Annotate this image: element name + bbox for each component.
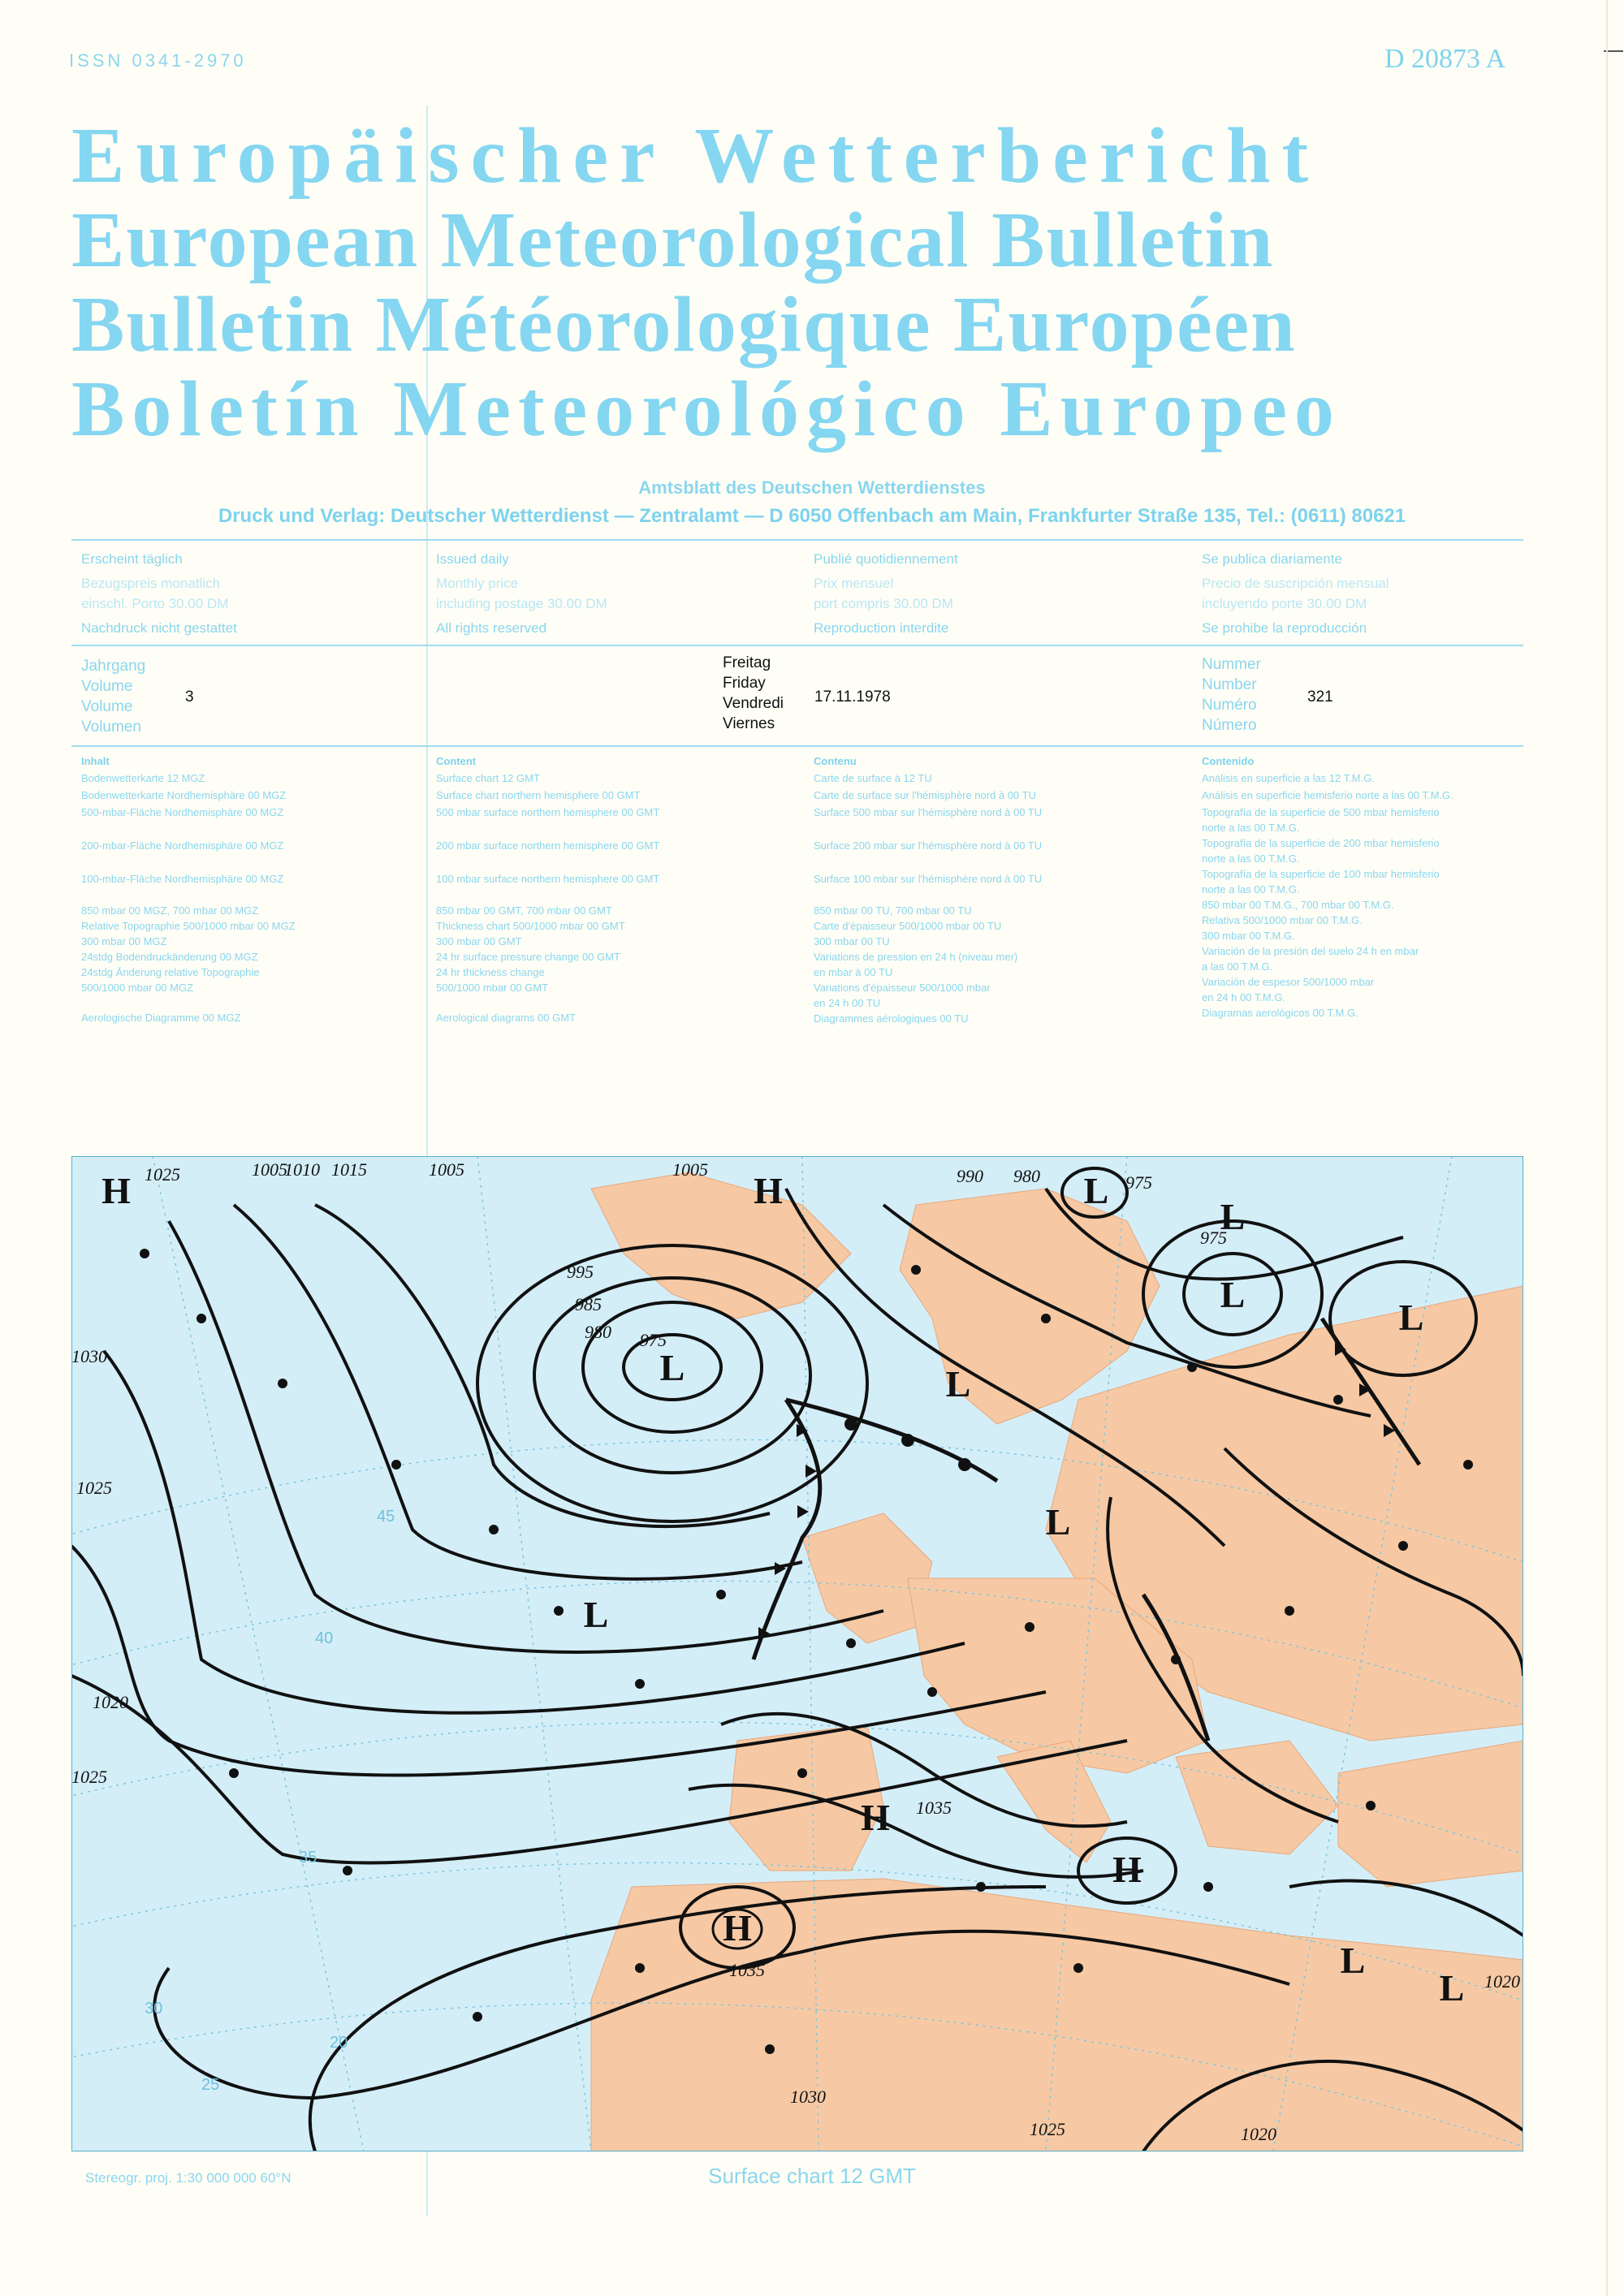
contents-french (814, 753, 1171, 1026)
station-marker (1366, 1801, 1376, 1810)
contents-item: Carte d'épaisseur 500/1000 mbar 00 TU (814, 920, 1002, 932)
grid-label: 25 (201, 2076, 220, 2094)
front-semicircle (958, 1458, 971, 1471)
isobar-label: 1025 (71, 1767, 107, 1787)
contents-item: Análisis en superficie hemisferio norte a las 00 T.M.G. (1202, 789, 1453, 801)
contents-item: Variación de la presión del suelo 24 h en mbar (1202, 945, 1419, 957)
isobar-label: 995 (567, 1262, 594, 1282)
pressure-center: L (1340, 1940, 1366, 1981)
contents-item: 850 mbar 00 T.M.G., 700 mbar 00 T.M.G. (1202, 899, 1394, 911)
info-line: port compris 30.00 DM (814, 596, 953, 611)
isobar-label: 1010 (284, 1159, 320, 1180)
contents-item: Thickness chart 500/1000 mbar 00 GMT (436, 920, 625, 932)
station-marker (1463, 1460, 1473, 1470)
isobar-label: 1020 (93, 1692, 128, 1712)
station-marker (197, 1314, 206, 1323)
contents-item: 500/1000 mbar 00 MGZ (81, 982, 194, 994)
station-marker (846, 1638, 856, 1648)
number-label: Numéro (1202, 697, 1257, 714)
station-marker (1041, 1314, 1051, 1323)
contents-item: 300 mbar 00 TU (814, 935, 890, 947)
station-marker (1171, 1655, 1181, 1664)
contents-item: Surface 100 mbar sur l'hémisphère nord à 00 TU (814, 873, 1043, 885)
info-line: Nachdruck nicht gestattet (81, 620, 237, 636)
contents-item: Aerological diagrams 00 GMT (436, 1012, 576, 1024)
contents-item: Topografía de la superficie de 500 mbar hemisferio (1202, 806, 1440, 818)
station-marker (1203, 1882, 1213, 1892)
station-marker (927, 1687, 937, 1697)
document-number: D 20873 A (1384, 44, 1506, 74)
info-line: including postage 30.00 DM (436, 596, 607, 611)
pressure-center: L (659, 1347, 685, 1388)
isobar-label: 1030 (71, 1346, 107, 1366)
contents-item: 200-mbar-Fläche Nordhemisphäre 00 MGZ (81, 839, 284, 852)
station-marker (391, 1460, 401, 1470)
info-line: Reproduction interdite (814, 620, 949, 636)
station-marker (473, 2012, 482, 2022)
weekday-label: Freitag (723, 654, 771, 671)
chart-caption: Surface chart 12 GMT (708, 2164, 916, 2188)
isobar-label: 1035 (729, 1960, 765, 1980)
contents-item: Diagramas aerológicos 00 T.M.G. (1202, 1007, 1358, 1019)
isobar-label: 1035 (916, 1798, 952, 1818)
contents-heading: Content (436, 755, 477, 767)
front-semicircle (844, 1418, 857, 1431)
contents-item: 500/1000 mbar 00 GMT (436, 982, 549, 994)
info-line: All rights reserved (436, 620, 547, 636)
projection-note: Stereogr. proj. 1:30 000 000 60°N (85, 2170, 292, 2186)
front-semicircle (901, 1434, 914, 1447)
contents-item: Surface 200 mbar sur l'hémisphère nord à 00 TU (814, 839, 1043, 852)
contents-item: 100-mbar-Fläche Nordhemisphäre 00 MGZ (81, 873, 284, 885)
station-marker (278, 1379, 287, 1388)
issn: ISSN 0341-2970 (69, 50, 247, 71)
info-line: Erscheint täglich (81, 551, 183, 567)
grid-label: 40 (315, 1629, 334, 1647)
info-line: Bezugspreis monatlich (81, 576, 221, 591)
contents-item: 500-mbar-Fläche Nordhemisphäre 00 MGZ (81, 806, 284, 818)
contents-item: Bodenwetterkarte Nordhemisphäre 00 MGZ (81, 789, 287, 801)
pressure-center: L (583, 1594, 609, 1635)
contents-heading: Contenido (1202, 755, 1255, 767)
station-marker (343, 1866, 352, 1875)
isobar-label: 1025 (76, 1478, 112, 1498)
station-marker (635, 1963, 645, 1973)
contents-item: Aerologische Diagramme 00 MGZ (81, 1012, 241, 1024)
pressure-center: L (1398, 1297, 1424, 1338)
info-line: einschl. Porto 30.00 DM (81, 596, 229, 611)
contents-item: Relative Topographie 500/1000 mbar 00 MGZ (81, 920, 296, 932)
contents-item: 24 hr surface pressure change 00 GMT (436, 951, 620, 963)
pressure-center: H (861, 1797, 890, 1838)
contents-item: Bodenwetterkarte 12 MGZ (81, 772, 205, 784)
isobar-label: 990 (957, 1166, 983, 1186)
contents-item: Variations de pression en 24 h (niveau mer) (814, 951, 1018, 963)
contents-english (436, 753, 793, 1025)
contents-item: Topografía de la superficie de 200 mbar hemisferio (1202, 837, 1440, 849)
volume-label: Volume (81, 678, 133, 695)
station-marker (489, 1525, 499, 1534)
info-line: Monthly price (436, 576, 519, 591)
pressure-center: L (1220, 1274, 1246, 1315)
contents-item: Surface chart 12 GMT (436, 772, 540, 784)
number-label: Number (1202, 676, 1257, 693)
station-marker (1398, 1541, 1408, 1551)
info-line: Prix mensuel (814, 576, 894, 591)
contents-item: norte a las 00 T.M.G. (1202, 852, 1300, 865)
station-marker (635, 1679, 645, 1689)
volume-value: 3 (185, 688, 194, 706)
station-marker (1187, 1362, 1197, 1372)
isobar-label: 980 (1013, 1166, 1040, 1186)
isobar-label: 1025 (145, 1164, 180, 1185)
divider (71, 539, 1523, 541)
contents-item: Topografía de la superficie de 100 mbar hemisferio (1202, 868, 1440, 880)
pressure-center: H (102, 1170, 131, 1211)
contents-item: 300 mbar 00 GMT (436, 935, 522, 947)
pressure-center: L (1439, 1967, 1465, 2009)
weekday-label: Friday (723, 675, 766, 692)
isobar-label: 975 (1200, 1228, 1227, 1248)
contents-item: 24 hr thickness change (436, 966, 545, 978)
volume-label: Volumen (81, 719, 141, 736)
volume-label: Volume (81, 698, 133, 715)
contents-heading: Contenu (814, 755, 857, 767)
station-marker (797, 1768, 807, 1778)
publisher-line: Druck und Verlag: Deutscher Wetterdienst — Zentralamt — D 6050 Offenbach am Main, Frankfurter Straße 135, Tel.: (0611) 80621 (218, 505, 1406, 527)
info-line: Se publica diariamente (1202, 551, 1342, 567)
contents-spanish (1202, 753, 1559, 1021)
station-marker (1025, 1622, 1034, 1632)
grid-label: 45 (377, 1508, 395, 1526)
grid-label: 30 (145, 2000, 163, 2018)
contents-german (81, 753, 438, 1025)
station-marker (765, 2044, 775, 2054)
contents-item: en 24 h 00 T.M.G. (1202, 991, 1286, 1003)
station-marker (1073, 1963, 1083, 1973)
divider (71, 645, 1523, 646)
isobar-label: 975 (1125, 1172, 1152, 1193)
issue-date: 17.11.1978 (814, 688, 891, 706)
contents-heading: Inhalt (81, 755, 110, 767)
contents-item: en 24 h 00 TU (814, 997, 881, 1009)
contents-item: 200 mbar surface northern hemisphere 00 GMT (436, 839, 660, 852)
info-spanish (1202, 549, 1559, 638)
isobar-label: 1030 (790, 2087, 826, 2107)
contents-item: en mbar à 00 TU (814, 966, 893, 978)
volume-label: Jahrgang (81, 658, 146, 675)
station-marker (554, 1606, 564, 1616)
divider (71, 745, 1523, 747)
contents-item: Diagrammes aérologiques 00 TU (814, 1012, 969, 1025)
contents-item: 850 mbar 00 MGZ, 700 mbar 00 MGZ (81, 904, 259, 917)
contents-item: 300 mbar 00 MGZ (81, 935, 167, 947)
title-french: Bulletin Météorologique Européen (71, 281, 1297, 369)
station-marker (976, 1882, 986, 1892)
pressure-center: L (1220, 1196, 1246, 1237)
contents-item: 850 mbar 00 GMT, 700 mbar 00 GMT (436, 904, 612, 917)
station-marker (1333, 1395, 1343, 1405)
isobar-label: 1005 (252, 1159, 287, 1180)
contents-item: Carte de surface sur l'hémisphère nord à 00 TU (814, 789, 1036, 801)
grid-label: 35 (299, 1849, 317, 1867)
title-block (71, 114, 1614, 451)
number-label: Nummer (1202, 656, 1261, 673)
contents-item: 24stdg Änderung relative Topographie (81, 966, 260, 978)
isobar-label: 1005 (672, 1159, 708, 1180)
info-line: Se prohibe la reproducción (1202, 620, 1367, 636)
station-marker (911, 1265, 921, 1275)
station-marker (229, 1768, 239, 1778)
weekday-label: Viernes (723, 715, 775, 732)
contents-item: Surface chart northern hemisphere 00 GMT (436, 789, 641, 801)
isobar-label: 1020 (1484, 1971, 1520, 1992)
pressure-center: L (1083, 1170, 1109, 1211)
contents-item: norte a las 00 T.M.G. (1202, 883, 1300, 896)
contents-item: Relativa 500/1000 mbar 00 T.M.G. (1202, 914, 1363, 926)
station-marker (716, 1590, 726, 1599)
contents-item: Carte de surface à 12 TU (814, 772, 932, 784)
volume-labels (81, 656, 145, 737)
station-marker (140, 1249, 149, 1258)
weekday-labels (723, 653, 784, 734)
contents-item: 300 mbar 00 T.M.G. (1202, 930, 1295, 942)
title-german: Europäischer Wetterbericht (71, 112, 1320, 200)
pressure-center: L (1045, 1501, 1071, 1543)
info-english (436, 549, 793, 638)
contents-item: 850 mbar 00 TU, 700 mbar 00 TU (814, 904, 972, 917)
isobar-label: 1025 (1030, 2119, 1065, 2139)
pressure-center: H (754, 1170, 783, 1211)
number-label: Número (1202, 717, 1257, 734)
grid-label: 20 (330, 2034, 348, 2052)
isobar-label: 980 (585, 1322, 611, 1342)
station-marker (1285, 1606, 1294, 1616)
info-line: Publié quotidiennement (814, 551, 958, 567)
contents-item: a las 00 T.M.G. (1202, 960, 1273, 973)
isobar-label: 975 (640, 1330, 667, 1350)
contents-item: 24stdg Bodendruckänderung 00 MGZ (81, 951, 258, 963)
isobar-label: 1015 (331, 1159, 367, 1180)
info-french (814, 549, 1171, 638)
info-german (81, 549, 438, 638)
title-english: European Meteorological Bulletin (71, 196, 1275, 284)
weekday-label: Vendredi (723, 695, 784, 712)
pressure-center: L (945, 1363, 971, 1405)
contents-item: Variación de espesor 500/1000 mbar (1202, 976, 1375, 988)
info-line: Precio de suscripción mensual (1202, 576, 1389, 591)
contents-item: 100 mbar surface northern hemisphere 00 GMT (436, 873, 660, 885)
contents-item: Surface 500 mbar sur l'hémisphère nord à 00 TU (814, 806, 1043, 818)
pressure-center: H (1112, 1849, 1142, 1890)
info-line: Issued daily (436, 551, 509, 567)
pressure-center: H (723, 1907, 752, 1949)
contents-item: Variations d'épaisseur 500/1000 mbar (814, 982, 991, 994)
surface-weather-map (71, 1156, 1523, 2151)
isobar-label: 985 (575, 1294, 602, 1314)
info-line: incluyendo porte 30.00 DM (1202, 596, 1367, 611)
isobar-label: 1005 (429, 1159, 464, 1180)
contents-item: Análisis en superficie a las 12 T.M.G. (1202, 772, 1375, 784)
number-labels (1202, 654, 1261, 736)
contents-item: norte a las 00 T.M.G. (1202, 822, 1300, 834)
contents-item: 500 mbar surface northern hemisphere 00 GMT (436, 806, 660, 818)
issue-number: 321 (1307, 688, 1333, 706)
official-gazette-line: Amtsblatt des Deutschen Wetterdienstes (638, 477, 986, 498)
title-spanish: Boletín Meteorológico Europeo (71, 365, 1341, 453)
isobar-label: 1020 (1241, 2124, 1276, 2144)
